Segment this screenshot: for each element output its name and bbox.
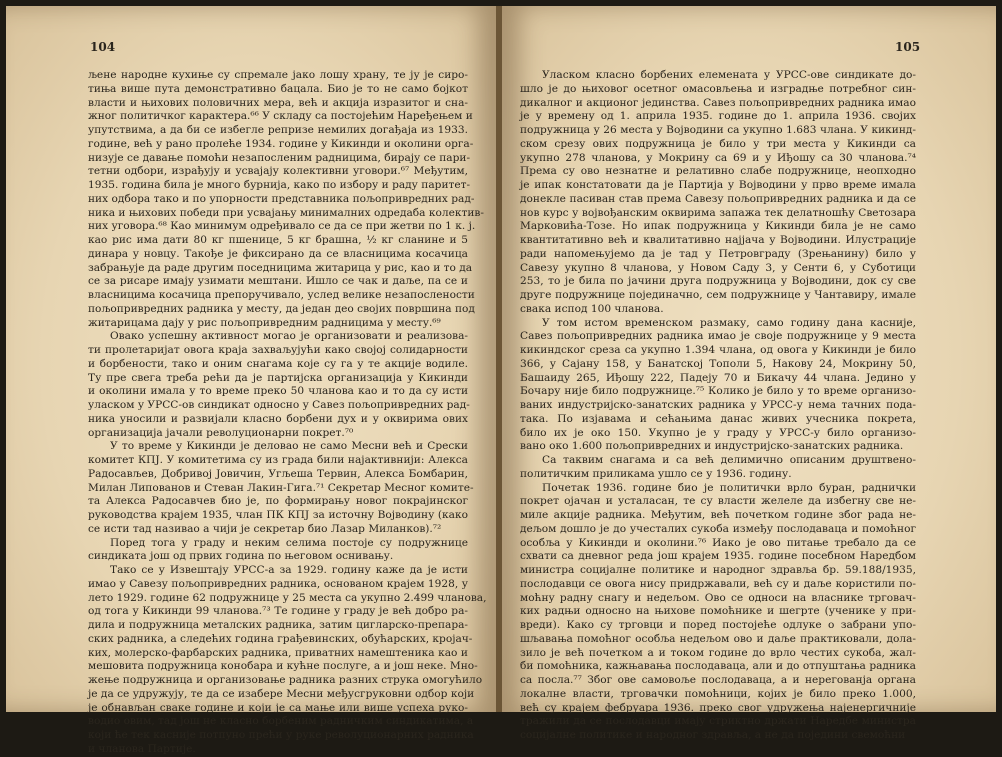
text-line: 366, у Сајану 158, у Банатској Тополи 5, Накову 24, Мокрину 50, — [520, 357, 916, 370]
text-line: така. По изјавама и сећањима данас живих учесника покрета, — [520, 412, 916, 425]
text-line: особља у Кикинди и околини.⁷⁶ Иако је ово питање требало да се — [520, 536, 916, 549]
text-line: љене народне кухиње су спремале јако лошу храну, те ју је сиро- — [88, 69, 468, 81]
text-line: У то време у Кикинди је деловао не само Месни већ и Срески — [110, 440, 468, 453]
text-line: квантитативно већ и квалитативно најјача у Војводини. Илустрације — [520, 234, 916, 246]
text-line: социјалне политике и народног здравља, а не да поједини свемоћни — [520, 729, 906, 741]
text-line: ника уносили и развијали класно борбени дух и у оквирима ових — [88, 412, 468, 425]
text-line: Овако успешну активност могао је организовати и реализова- — [110, 330, 468, 343]
text-line: кикиндског среза са укупно 1.394 члана, од овога у Кикинди је било — [520, 344, 916, 356]
text-line: Тако се у Извештају УРСС-а за 1929. годину каже да је исти — [110, 564, 468, 576]
text-line: било их је око 150. Укупно је у граду у УРСС-у било организо- — [520, 426, 916, 439]
text-line: ника и њихових победи при усвајању минималних одредаба колектив- — [88, 206, 484, 219]
text-line: водио овим, тад још не класно борбеним радничким синдикатима, а — [88, 715, 474, 728]
book-spread — [6, 6, 996, 755]
text-line: дељом дошло је до учесталих сукоба између послодаваца и помоћног — [520, 522, 916, 535]
text-line: вреди). Како су трговци и поред постојеће одлуке о забрани упо- — [520, 619, 916, 631]
text-line: као рис има дати 80 кг пшенице, 5 кг брашна, ½ кг сланине и 5 — [88, 234, 468, 246]
text-line: тетни одбори, израђују и усвајају колективни уговори.⁶⁷ Међутим, — [88, 165, 468, 178]
text-line: ких радњи односно на њихове помоћнике и шегрте (ученике у при- — [520, 605, 916, 618]
text-line: ваних индустријско-занатских радника у УРСС-у нема тачних пода- — [520, 399, 916, 411]
text-line: житарицама дају у рис пољопривредним радницима у месту.⁶⁹ — [88, 316, 441, 329]
text-line: власти и њихових половичних мера, већ и акција изразитог и сна- — [88, 96, 468, 109]
text-line: лето 1929. године 62 подружнице у 25 места са укупно 2.499 чланова, — [88, 591, 487, 604]
page-body-text — [520, 69, 916, 743]
text-line: зило је већ почетком а и током године до врло честих сукоба, жал- — [520, 646, 916, 659]
text-line: од тога у Кикинди 99 чланова.⁷³ Те године у граду је већ добро ра- — [88, 605, 468, 618]
page-body-text — [88, 69, 487, 757]
text-line: укупно 278 чланова, у Мокрину са 69 и у Иђошу са 30 чланова.⁷⁴ — [520, 151, 916, 164]
text-line: свака испод 100 чланова. — [520, 302, 664, 315]
text-line: је ипак констатовати да је Партија у Војводини у прво време имала — [520, 179, 916, 191]
text-line: та Алекса Радосавчев био је, по формирању новог покрајинског — [88, 495, 468, 508]
text-line: У том истом временском размаку, само годину дана касније, — [542, 316, 916, 329]
text-line: политичким приликама ушло се у 1936. годину. — [520, 467, 792, 480]
text-line: организација јачали револуционарни покрет.⁷⁰ — [88, 426, 354, 439]
text-line: тиња више пута демонстративно бацала. Био је то не само бојкот — [88, 82, 468, 95]
text-line: шљавања помоћног особља недељом ово и даље практиковали, дола- — [520, 632, 916, 645]
text-line: друге подружнице појединачно, сем подружнице у Чантавиру, имале — [520, 289, 916, 301]
text-line: Поред тога у граду и неким селима постоје су подружнице — [110, 536, 468, 549]
text-line: ти пролетаријат овога краја захваљујући како својој солидарности — [88, 344, 468, 356]
text-line: мешовита подружница конобара и кућне послуге, а и још неке. Мно- — [88, 660, 478, 673]
text-line: и борбености, тако и оним снагама које су га у те акције водиле. — [88, 357, 468, 370]
right-page — [502, 6, 996, 741]
text-line: дила и подружница металских радника, затим цигларско-препара- — [88, 619, 468, 631]
text-line: Милан Липованов и Стеван Лакин-Гига.⁷¹ Секретар Месног комите- — [88, 481, 474, 494]
text-line: имао у Савезу пољопривредних радника, основаном крајем 1928, у — [88, 577, 468, 590]
text-line: комитет КПЈ. У комитетима су из града били најактивнији: Алекса — [88, 454, 468, 466]
text-line: донекле пасиван став према Савезу пољопривредних радника и да се — [520, 192, 916, 205]
text-line: них одбора тако и по упорности представника пољопривредних рад- — [88, 192, 475, 205]
text-line: дикалног и акционог јединства. Савез пољопривредних радника имао — [520, 96, 916, 109]
text-line: ких, молерско-фарбарских радника, приватних намештеника као и — [88, 646, 468, 659]
text-line: Почетак 1936. године био је политички врло буран, раднички — [542, 481, 916, 494]
text-line: је у времену од 1. априла 1935. године до 1. априла 1936. својих — [520, 110, 916, 123]
text-line: Према су ово незнатне и релативно слабе подружнице, неопходно — [520, 165, 916, 178]
text-line: Радосављев, Добривој Јовичин, Угљеша Тервин, Алекса Бомбарин, — [88, 467, 468, 480]
text-line: Ту пре свега треба рећи да је партијска организација у Кикинди — [88, 371, 468, 384]
text-line: жног политичког карактера.⁶⁶ У складу са постојећим Наређењем и — [88, 110, 473, 123]
text-line: схвати са дневног реда још крајем 1935. године посебном Наредбом — [520, 550, 916, 563]
text-line: године, већ у рано пролеће 1934. године у Кикинди и околини орга- — [88, 137, 474, 150]
page-number: 105 — [895, 40, 921, 54]
text-line: Уласком класно борбених елемената у УРСС-ове синдикате до- — [542, 69, 916, 81]
text-line: них уговора.⁶⁸ Као минимум одређивало се да се при жетви по 1 к. ј. — [88, 220, 476, 233]
text-line: и чланова Партије. — [88, 742, 196, 755]
text-line: се за рисаре имају узимати мештани. Ишло се чак и даље, па се и — [88, 275, 468, 288]
text-line: упутствима, а да би се избегле репризе немилих догађаја из 1933. — [88, 124, 468, 136]
text-line: Башаиду 265, Иђошу 222, Падеју 70 и Бикачу 44 члана. Једино у — [520, 371, 916, 384]
text-line: нов курс у војвођанским оквирима запажа тек делатношћу Светозара — [520, 206, 916, 219]
text-line: моћну радну снагу и недељом. Ово се односи на власнике трговач- — [520, 591, 916, 604]
text-line: Бочару није било подружнице.⁷⁵ Колико је било у то време организо- — [520, 385, 916, 398]
text-line: 1935. година била је много бурнија, како по избору и раду паритет- — [88, 179, 471, 191]
text-line: локалне власти, трговачки помоћници, којих је било преко 1.000, — [520, 687, 916, 700]
text-line: уласком у УРСС-ов синдикат односно у Савез пољопривредних рад- — [88, 399, 470, 411]
text-line: власницима косачица препоручивало, услед велике незапослености — [88, 289, 475, 301]
text-line: подружница у 26 места у Војводини са укупно 1.683 члана. У кикинд- — [520, 124, 916, 136]
text-line: 253, то је била по јачини друга подружница у Војводини, док су све — [520, 275, 916, 288]
page-number: 104 — [90, 40, 116, 54]
text-line: низује се давање помоћи незапосленим радницима, бирају се пари- — [88, 151, 471, 164]
text-line: миле акције радника. Међутим, већ почетком године због рада не- — [520, 509, 916, 521]
text-line: пољопривредних радника у месту, да један део својих површина под — [88, 302, 475, 315]
text-line: ских радника, а следећих година грађевинских, обућарских, кројач- — [88, 632, 473, 645]
text-line: Са таквим снагама и са већ делимично описаним друштвено- — [542, 454, 916, 466]
text-line: динара у новцу. Такође је фиксирано да се власницима косачица — [88, 247, 468, 260]
text-line: тражили да се послодавци имају стриктно држати Наредбе министра — [520, 715, 916, 728]
text-line: послодавци се овога нису придржавали, већ су и даље користили по- — [520, 577, 916, 590]
text-line: покрет ојачан и усталасан, те су власти желеле да избегну све не- — [520, 495, 916, 508]
text-line: је да се удружују, те да се изаберe Месни међусгруковни одбор који — [88, 687, 475, 700]
text-line: шло је до њиховог осетног омасовљења и изградње потребног син- — [520, 82, 916, 95]
text-line: Савез пољопривредних радника имао је своје подружнице у 9 места — [520, 330, 916, 343]
text-line: вано око 1.600 пољопривредних и индустријско-занатских радника. — [520, 440, 904, 453]
text-line: Савезу укупно 8 чланова, у Новом Саду 3, у Сенти 6, у Суботици — [520, 261, 916, 274]
text-line: ради напомењујемо да је тад у Петровграду (Зрењанину) било у — [520, 247, 916, 260]
text-line: ском срезу ових подружница је било у три места у Кикинди са — [520, 137, 916, 150]
text-line: Марковића-Тозе. Но ипак подружница у Кикинди била је не само — [520, 220, 916, 233]
text-line: министра социјалне политике и народног здравља бр. 59.188/1935, — [520, 564, 916, 576]
text-line: и околини имала у то време преко 50 чланова као и то да су исти — [88, 385, 468, 398]
text-line: се исти тад називао а чији је секретар био Лазар Миланков).⁷² — [88, 522, 442, 535]
text-line: већ су крајем фебруара 1936. преко свог удружења најенергичније — [520, 701, 916, 714]
text-line: који ће тек касније потпуно прећи у руке револуционарних радника — [88, 729, 474, 741]
text-line: руководства крајем 1935, члан ПК КПЈ за источну Војводину (како — [88, 509, 468, 521]
text-line: је обнављан сваке године и који је са мање или више успеха руко- — [88, 701, 468, 714]
text-line: забрањује да раде другим поседницима житарица у рис, као и то да — [88, 261, 473, 274]
text-line: би помоћника, кажњавања послодаваца, али и до отпуштања радника — [520, 660, 916, 673]
text-line: жење подружница и организовање радника разних струка омогућило — [88, 674, 483, 686]
left-page — [6, 6, 496, 755]
text-line: синдиката још од првих година по његовом оснивању. — [88, 550, 394, 563]
text-line: са посла.⁷⁷ Због ове самовоље послодаваца, а и нерегованја органа — [520, 674, 916, 686]
